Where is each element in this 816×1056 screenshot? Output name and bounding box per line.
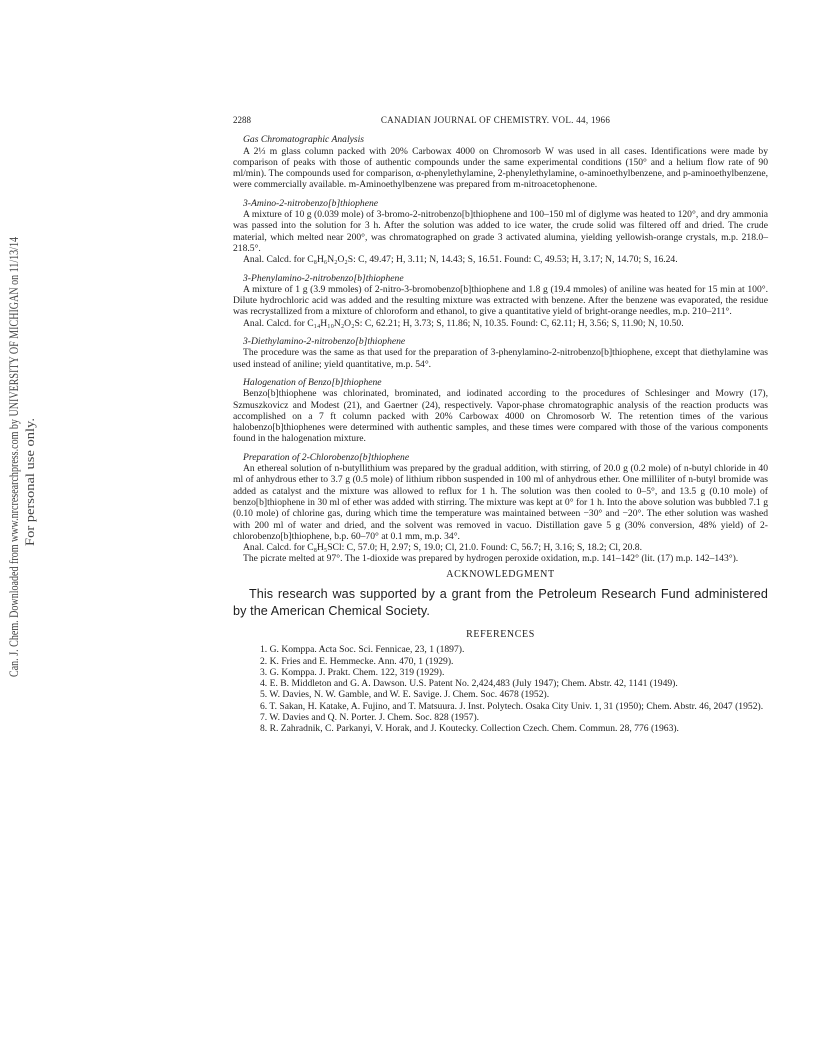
reference-item: 2. K. Fries and E. Hemmecke. Ann. 470, 1 (1929). — [260, 655, 454, 667]
page-number: 2288 — [233, 115, 251, 125]
watermark-line-1: Can. J. Chem. Downloaded from www.nrcresearchpress.com by UNIVERSITY OF MICHIGAN on 11/13/14 — [6, 236, 21, 677]
section-3-amino — [233, 198, 768, 266]
reference-item: 3. G. Komppa. J. Prakt. Chem. 122, 319 (1929). — [260, 666, 445, 678]
journal-title: CANADIAN JOURNAL OF CHEMISTRY. VOL. 44, 1966 — [380, 115, 611, 125]
article-page — [233, 115, 768, 735]
reference-item: 7. W. Davies and Q. N. Porter. J. Chem. Soc. 828 (1957). — [260, 712, 480, 724]
section-3-phenylamino — [233, 273, 768, 329]
running-head — [233, 115, 768, 126]
reference-item: 8. R. Zahradnik, C. Parkanyi, V. Horak, and J. Koutecky. Collection Czech. Chem. Commun. 28, 776 (1963). — [260, 723, 679, 735]
reference-list — [233, 644, 768, 734]
section-2-chlorobenzo — [233, 452, 768, 565]
paragraph: The picrate melted at 97°. The 1-dioxide was prepared by hydrogen peroxide oxidation, m.p. 141–142° (lit. (17) m.p. 142–143°). — [243, 553, 739, 565]
section-halogenation — [233, 377, 768, 445]
section-heading: 3-Amino-2-nitrobenzo[b]thiophene — [243, 197, 379, 209]
section-heading: Halogenation of Benzo[b]thiophene — [243, 376, 382, 388]
section-heading: 3-Diethylamino-2-nitrobenzo[b]thiophene — [243, 336, 406, 348]
paragraph: A mixture of 10 g (0.039 mole) of 3-bromo-2-nitrobenzo[b]thiophene and 100–150 ml of diglyme was heated to 120°, and dry ammonia was passed into the solution for 3 h. After the solution was added to ice water, the crude solid was filtered off and dried. The crude material, which melted near 200°, was chromatographed on grade 3 activated alumina, yielding yellowish-orange crystals, m.p. 218.0–218.5°. — [233, 209, 768, 254]
paragraph: An ethereal solution of n-butyllithium was prepared by the gradual addition, with stirring, of 20.0 g (0.2 mole) of n-butyl chloride in 40 ml of anhydrous ether to 3.7 g (0.5 mole) of lithium ribbon suspended in 100 ml of anhydrous ether. One milliliter of n-butyl bromide was added as catalyst and the mixture was allowed to reflux for 1 h. The solution was then cooled to 0–5°, and 13.5 g (0.10 mole) of benzo[b]thiophene in 30 ml of ether was added with stirring. The mixture was kept at 0° for 1 h. Into the above solution was bubbled 7.1 g (0.10 mole) of chlorine gas, during which time the temperature was maintained between −30° and −20°. The ether solution was washed with 200 ml of water and dried, and the solvent was removed in vacuo. Distillation gave 5 g (30% conversion, 48% yield) of 2-chlorobenzo[b]thiophene, b.p. 60–70° at 0.1 mm, m.p. 34°. — [233, 463, 768, 542]
paragraph: Benzo[b]thiophene was chlorinated, brominated, and iodinated according to the procedures of Schlesinger and Mowry (17), Szmuszkovicz and Modest (21), and Gaertner (24), respectively. Vapor-phase chromatographic analysis of the reaction products was accomplished on a 7 ft column packed with 20% Carbowax 4000 on Chromosorb W. The retention times of the various halobenzo[b]thiophenes were determined with authentic samples, and these times were compared with those of the various components found in the halogenation mixture. — [233, 388, 768, 445]
analysis-paragraph: Anal. Calcd. for C₁₄H₁₀N₂O₂S: C, 62.21; H, 3.73; S, 11.86; N, 10.35. Found: C, 62.11; H, 3.56; S, 11.90; N, 10.50. — [243, 317, 684, 329]
section-heading: 3-Phenylamino-2-nitrobenzo[b]thiophene — [243, 272, 404, 284]
paragraph: The procedure was the same as that used for the preparation of 3-phenylamino-2-nitrobenzo[b]thiophene, except that diethylamine was used instead of aniline; yield quantitative, m.p. 54°. — [233, 347, 768, 370]
reference-item: 1. G. Komppa. Acta Soc. Sci. Fennicae, 23, 1 (1897). — [260, 644, 465, 656]
analysis-paragraph: Anal. Calcd. for C₈H₅SCl: C, 57.0; H, 2.97; S, 19.0; Cl, 21.0. Found: C, 56.7; H, 3.16; S, 18.2; Cl, 20.8. — [243, 542, 642, 554]
download-watermark — [2, 236, 46, 678]
paragraph: A mixture of 1 g (3.9 mmoles) of 2-nitro-3-bromobenzo[b]thiophene and 1.8 g (19.4 mmoles) of aniline was heated for 15 min at 100°. Dilute hydrochloric acid was added and the resulting mixture was extracted with benzene. After the benzene was evaporated, the residue was recrystallized from a mixture of chloroform and ethanol, to give a quantitative yield of bright-orange needles, m.p. 210–211°. — [233, 283, 768, 318]
section-heading: Preparation of 2-Chlorobenzo[b]thiophene — [243, 451, 410, 463]
watermark-line-2: For personal use only. — [22, 431, 37, 546]
section-gas-chromatography — [233, 134, 768, 190]
section-3-diethylamino — [233, 336, 768, 370]
analysis-paragraph: Anal. Calcd. for C₈H₆N₂O₂S: C, 49.47; H, 3.11; N, 14.43; S, 16.51. Found: C, 49.53; H, 3.17; N, 14.70; S, 16.24. — [243, 254, 678, 266]
reference-item: 6. T. Sakan, H. Katake, A. Fujino, and T. Matsuura. J. Inst. Polytech. Osaka City Univ. 1, 31 (1950); Chem. Abstr. 46, 2047 (1952). — [260, 700, 764, 712]
acknowledgment-text: This research was supported by a grant from the Petroleum Research Fund administered by the American Chemical Society. — [233, 586, 768, 618]
reference-item: 5. W. Davies, N. W. Gamble, and W. E. Savige. J. Chem. Soc. 4678 (1952). — [260, 689, 550, 701]
paragraph: A 2⅓ m glass column packed with 20% Carbowax 4000 on Chromosorb W was used in all cases. Identifications were made by comparison of peaks with those of authentic compounds under the same experimental conditions (150° and a helium flow rate of 90 ml/min). The compounds used for comparison, α-phenylethylamine, 2-phenylethylamine, o-aminoethylbenzene, and p-aminoethylbenzene, were commercially available. m-Aminoethylbenzene was prepared from m-nitroacetophenone. — [233, 145, 768, 191]
references-heading: REFERENCES — [466, 628, 535, 640]
reference-item: 4. E. B. Middleton and G. A. Dawson. U.S. Patent No. 2,424,483 (July 1947); Chem. Abstr. 42, 1141 (1949). — [260, 678, 678, 690]
section-heading: Gas Chromatographic Analysis — [243, 134, 364, 146]
acknowledgment-heading: ACKNOWLEDGMENT — [446, 568, 555, 580]
